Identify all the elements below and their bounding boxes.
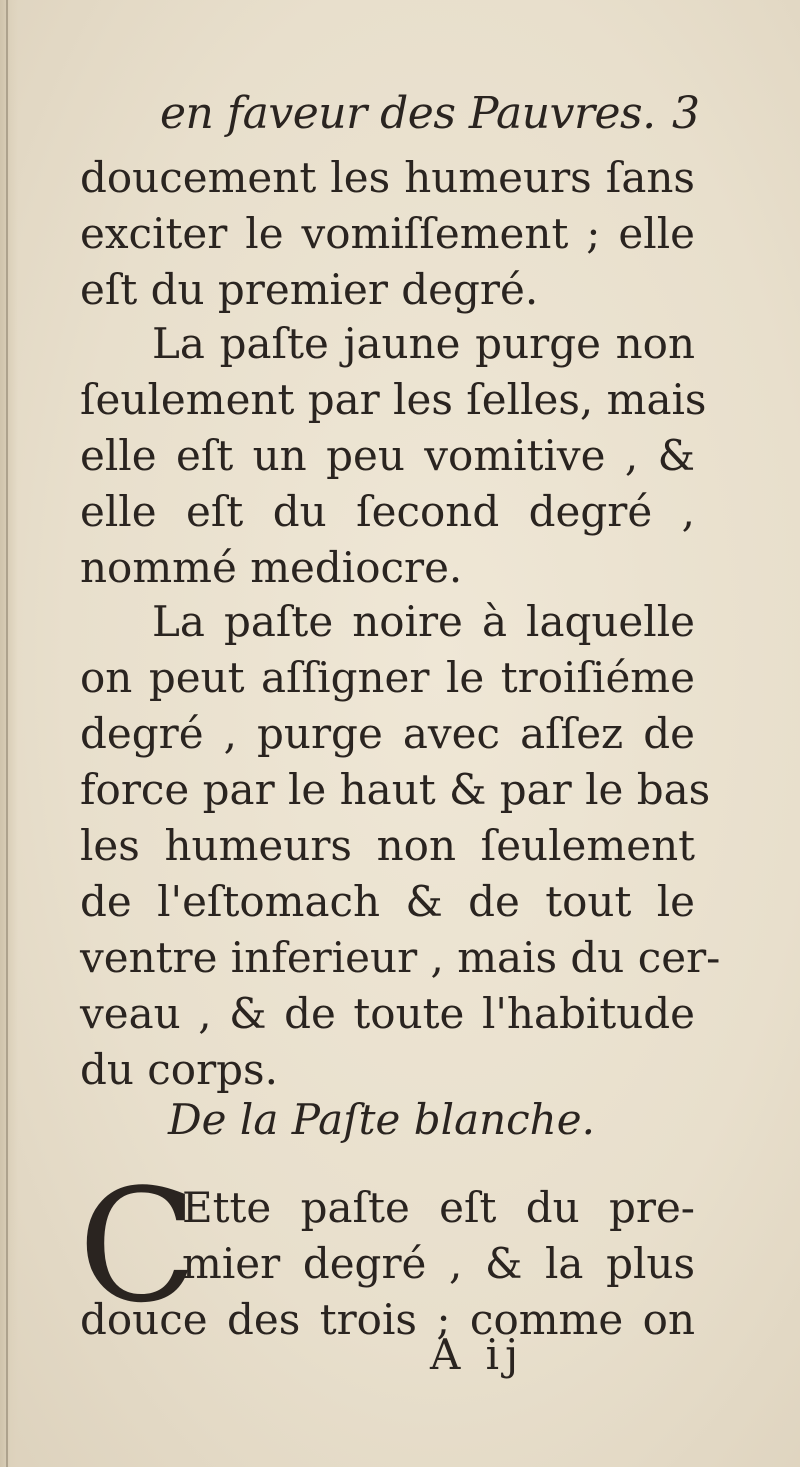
section-heading: De la Paſte blanche. [168, 1095, 595, 1144]
text-line: ſeulement par les ſelles, mais [80, 375, 707, 424]
text-line: elle eſt du ſecond degré , [80, 487, 695, 536]
text-line: force par le haut & par le bas [80, 765, 711, 814]
text-line: veau , & de toute l'habitude [80, 989, 695, 1038]
text-line: eſt du premier degré. [80, 265, 539, 314]
text-line: Ette paſte eſt du pre- [182, 1183, 695, 1232]
text-line: La paſte noire à laquelle [152, 597, 695, 646]
text-line: degré , purge avec aſſez de [80, 709, 695, 758]
text-line: mier degré , & la plus [182, 1239, 695, 1288]
text-line: elle eſt un peu vomitive , & [80, 431, 695, 480]
text-line: doucement les humeurs ſans [80, 153, 695, 202]
text-line: les humeurs non ſeulement [80, 821, 695, 870]
running-title: en faveur des Pauvres. [160, 88, 656, 139]
text-line: de l'eſtomach & de tout le [80, 877, 695, 926]
text-line: douce des trois ; comme on [80, 1295, 695, 1344]
text-line: on peut aſſigner le troiſiéme [80, 653, 695, 702]
page-gutter [0, 0, 18, 1467]
text-line: du corps. [80, 1045, 278, 1094]
page-number: 3 [672, 88, 700, 139]
text-line: La paſte jaune purge non [152, 319, 695, 368]
drop-cap: C [78, 1155, 198, 1337]
text-line: nommé mediocre. [80, 543, 463, 592]
text-line: exciter le vomiſſement ; elle [80, 209, 695, 258]
page-header [160, 88, 700, 148]
gutter-line [6, 0, 8, 1467]
signature-mark: A ij [430, 1330, 525, 1379]
text-line: ventre inferieur , mais du cer- [80, 933, 721, 982]
